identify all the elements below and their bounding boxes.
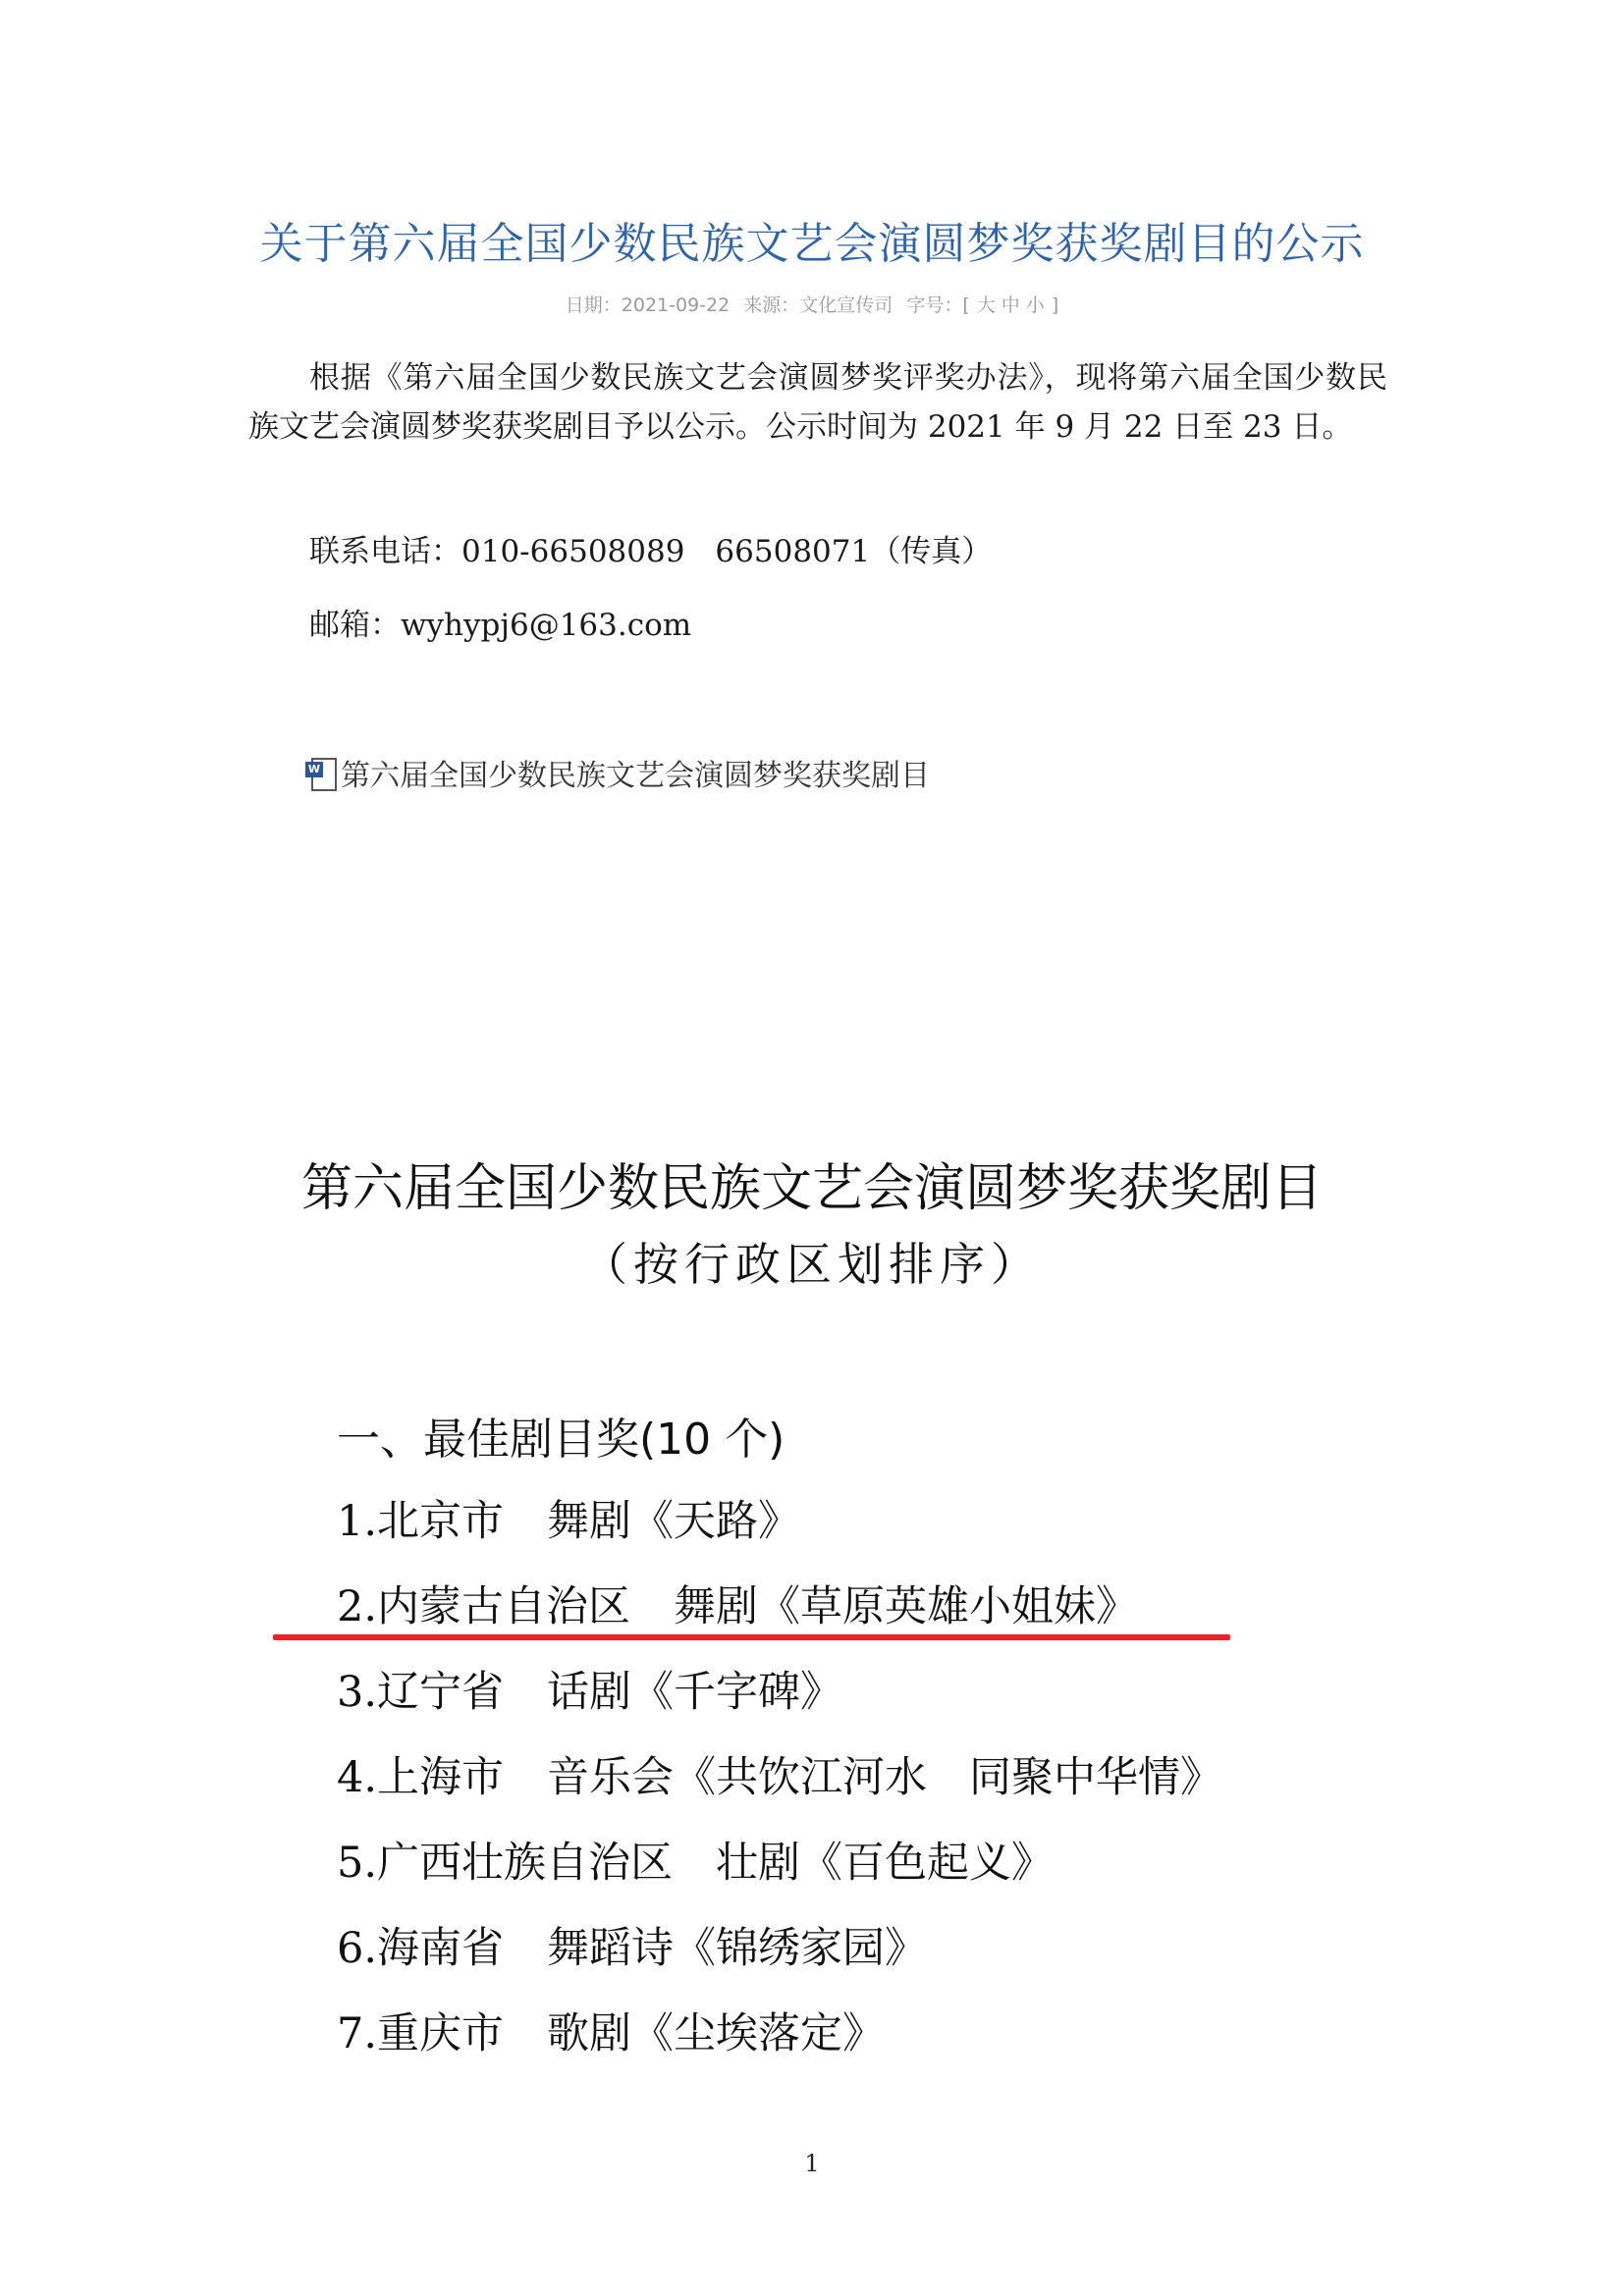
list-item: 1.北京市 舞剧《天路》 bbox=[337, 1497, 801, 1546]
list-item: 6.海南省 舞蹈诗《锦绣家园》 bbox=[337, 1924, 928, 1973]
attachment-link[interactable] bbox=[305, 751, 930, 794]
highlight-underline bbox=[273, 1634, 1230, 1640]
article-meta bbox=[0, 291, 1624, 317]
meta-font-size-label: 字号：[ bbox=[906, 294, 970, 316]
award-list-subtitle: （按行政区划排序） bbox=[582, 1238, 1042, 1291]
list-item: 3.辽宁省 话剧《千字碑》 bbox=[337, 1668, 843, 1717]
word-document-icon: W bbox=[305, 758, 335, 789]
font-size-large-button[interactable]: 大 bbox=[976, 294, 996, 316]
meta-source: 来源：文化宣传司 bbox=[743, 294, 893, 316]
award-list-title: 第六届全国少数民族文艺会演圆梦奖获奖剧目 bbox=[300, 1159, 1323, 1218]
page-number: 1 bbox=[804, 2150, 820, 2177]
contact-email: 邮箱：wyhypj6@163.com bbox=[309, 608, 692, 643]
list-item: 2.内蒙古自治区 舞剧《草原英雄小姐妹》 bbox=[337, 1582, 1139, 1631]
list-item: 7.重庆市 歌剧《尘埃落定》 bbox=[337, 2009, 886, 2058]
meta-date: 日期：2021-09-22 bbox=[565, 294, 731, 316]
section-heading-best-play: 一、最佳剧目奖(10 个) bbox=[337, 1415, 785, 1465]
article-title: 关于第六届全国少数民族文艺会演圆梦奖获奖剧目的公示 bbox=[259, 219, 1365, 269]
award-list bbox=[337, 1487, 1222, 2085]
attachment-label: 第六届全国少数民族文艺会演圆梦奖获奖剧目 bbox=[341, 759, 930, 793]
font-size-small-button[interactable]: 小 bbox=[1025, 294, 1045, 316]
list-item: 4.上海市 音乐会《共饮江河水 同聚中华情》 bbox=[337, 1753, 1223, 1802]
list-item: 5.广西壮族自治区 壮剧《百色起义》 bbox=[337, 1839, 1055, 1888]
announcement-paragraph: 根据《第六届全国少数民族文艺会演圆梦奖评奖办法》，现将第六届全国少数民族文艺会演圆梦奖获奖剧目予以公示。公示时间为 2021 年 9 月 22 日至 23 日。 bbox=[248, 360, 1387, 445]
font-size-medium-button[interactable]: 中 bbox=[1001, 294, 1020, 316]
meta-bracket-close: ] bbox=[1051, 294, 1059, 316]
contact-phone: 联系电话：010-66508089 66508071（传真） bbox=[309, 534, 993, 569]
